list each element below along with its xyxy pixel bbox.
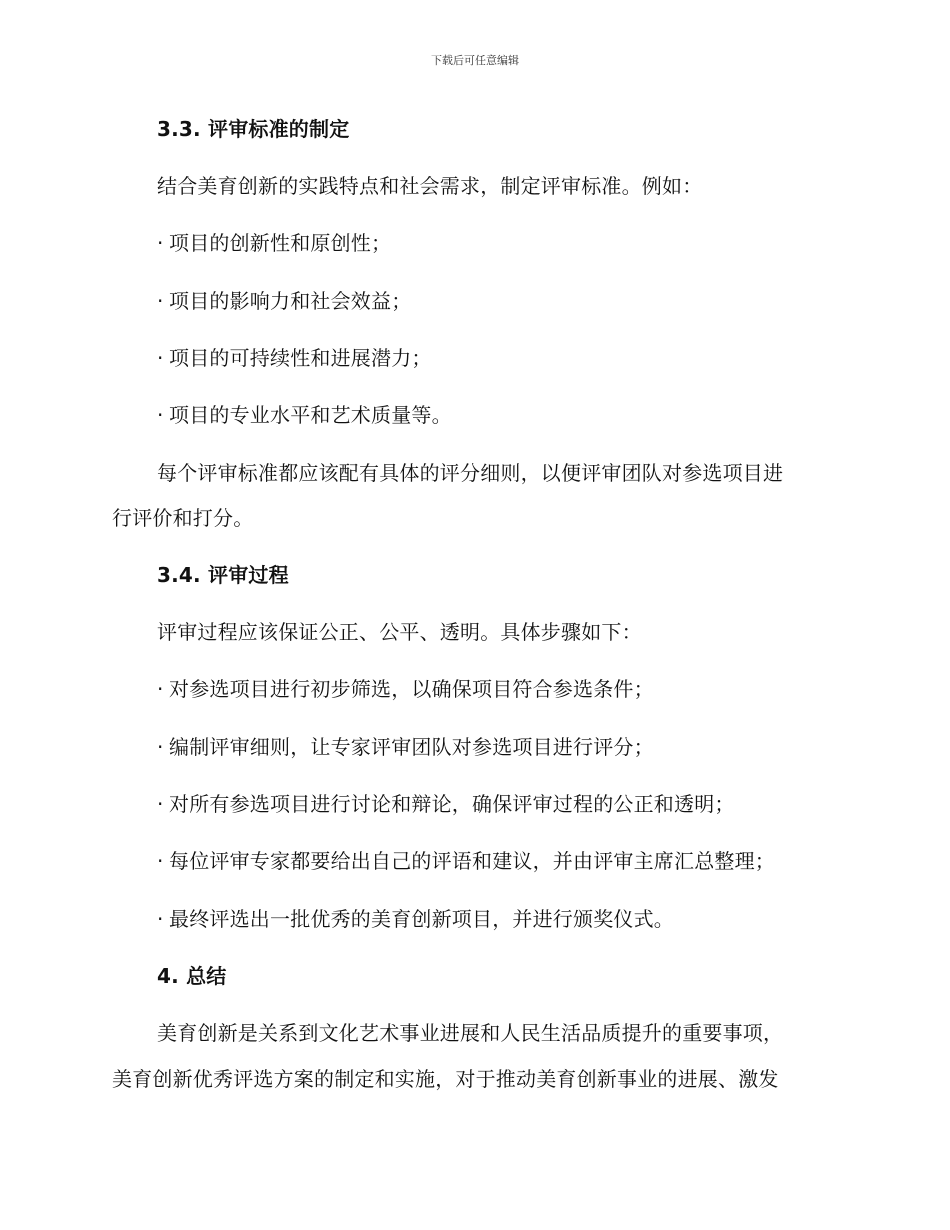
list-item-text: 对所有参选项目进行讨论和辩论，确保评审过程的公正和透明； — [169, 792, 735, 816]
bullet-mark: · — [157, 677, 164, 701]
paragraph-line: 美育创新是关系到文化艺术事业进展和人民生活品质提升的重要事项， — [157, 1021, 784, 1045]
list-item-text: 编制评审细则，让专家评审团队对参选项目进行评分； — [169, 735, 654, 759]
paragraph-line: 每个评审标准都应该配有具体的评分细则，以便评审团队对参选项目进 — [157, 461, 784, 485]
bullet-mark: · — [157, 346, 164, 370]
list-item — [157, 287, 411, 315]
bullet-mark: · — [157, 289, 164, 313]
list-item — [157, 733, 654, 761]
list-item-text: 每位评审专家都要给出自己的评语和建议，并由评审主席汇总整理； — [169, 849, 775, 873]
page-header: 下载后可任意编辑 — [431, 54, 519, 67]
list-item-text: 对参选项目进行初步筛选，以确保项目符合参选条件； — [169, 677, 654, 701]
list-item — [157, 401, 452, 429]
list-item-text: 最终评选出一批优秀的美育创新项目，并进行颁奖仪式。 — [169, 907, 674, 931]
list-item — [157, 847, 775, 875]
list-item-text: 项目的创新性和原创性； — [169, 231, 392, 255]
list-item — [157, 675, 654, 703]
section-4-heading: 4. 总结 — [157, 964, 227, 988]
bullet-mark: · — [157, 792, 164, 816]
section-3-3-heading: 3.3. 评审标准的制定 — [157, 117, 350, 141]
section-3-4-intro: 评审过程应该保证公正、公平、透明。具体步骤如下： — [157, 620, 642, 644]
bullet-mark: · — [157, 403, 164, 427]
list-item-text: 项目的影响力和社会效益； — [169, 289, 412, 313]
bullet-mark: · — [157, 735, 164, 759]
section-3-4-heading: 3.4. 评审过程 — [157, 563, 289, 587]
bullet-mark: · — [157, 907, 164, 931]
list-item — [157, 344, 432, 372]
bullet-mark: · — [157, 849, 164, 873]
paragraph-line: 行评价和打分。 — [112, 506, 254, 530]
list-item-text: 项目的可持续性和进展潜力； — [169, 346, 432, 370]
paragraph-line: 美育创新优秀评选方案的制定和实施，对于推动美育创新事业的进展、激发 — [112, 1067, 779, 1091]
list-item — [157, 905, 674, 933]
list-item-text: 项目的专业水平和艺术质量等。 — [169, 403, 452, 427]
list-item — [157, 790, 735, 818]
section-3-3-intro: 结合美育创新的实践特点和社会需求，制定评审标准。例如： — [157, 174, 703, 198]
bullet-mark: · — [157, 231, 164, 255]
list-item — [157, 229, 391, 257]
